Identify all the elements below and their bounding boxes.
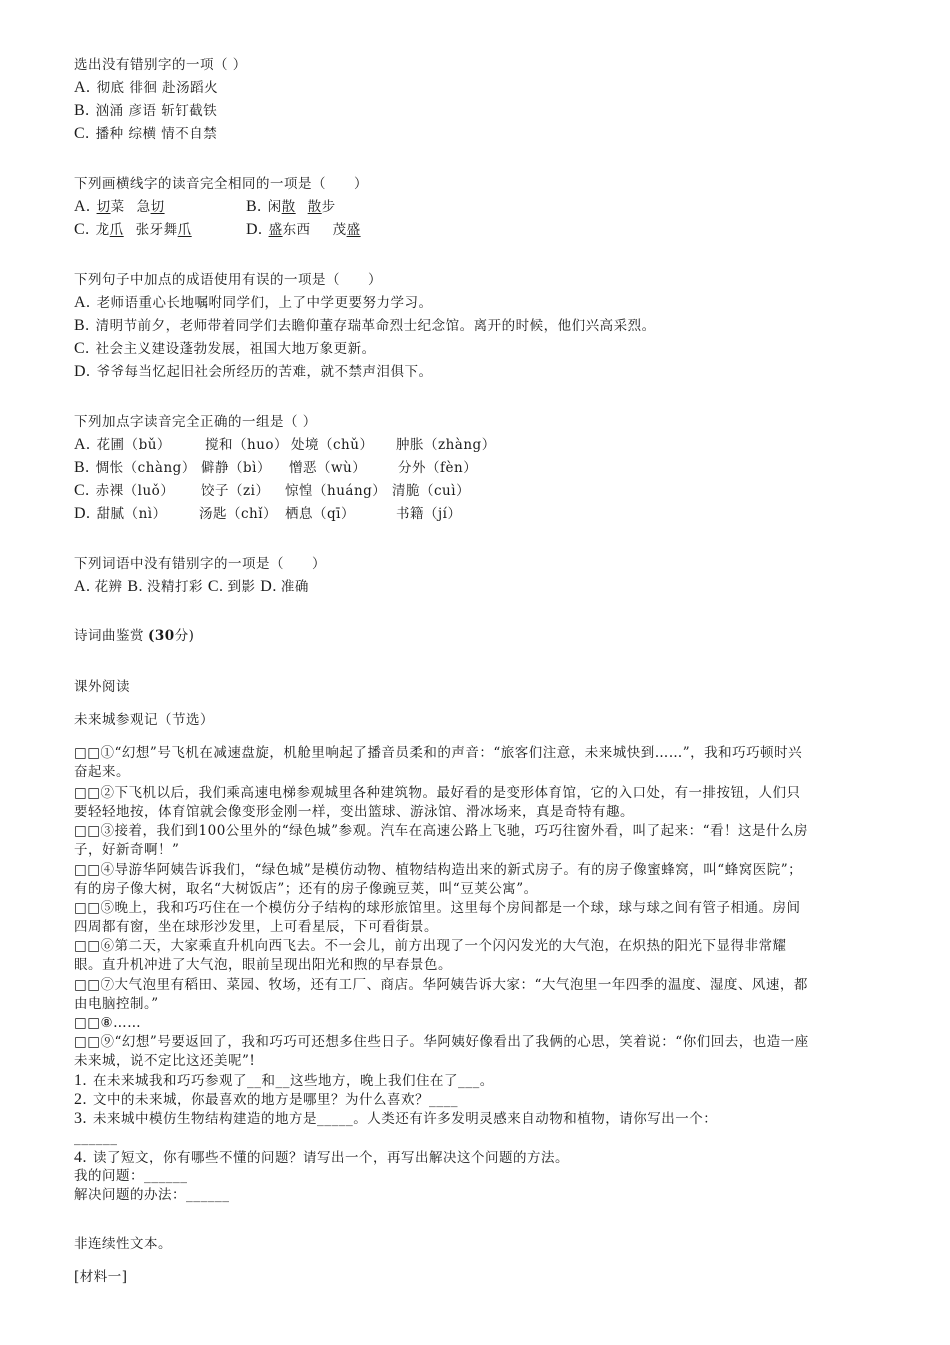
section-reading-title: 课外阅读 <box>74 679 130 695</box>
q4-a-item1: A. 花圃（bǔ） <box>74 436 171 453</box>
q4-a-item4: 肿胀（zhàng） <box>396 437 496 453</box>
q2-option-b: B. 闲散 散步 <box>246 198 336 215</box>
q1-option-c: C. 播种 综横 情不自禁 <box>74 125 218 142</box>
q4-d-item1: D. 甜腻（nì） <box>74 505 167 522</box>
q4-c-item1: C. 赤裸（luǒ） <box>74 482 175 499</box>
q3-option-d: D. 爷爷每当忆起旧社会所经历的苦难，就不禁声泪俱下。 <box>74 363 433 380</box>
article-paragraph-8: □□⑧…… <box>74 1015 142 1031</box>
q4-b-item1: B. 惆怅（chàng） <box>74 459 196 476</box>
q1-option-b: B. 汹涌 彦语 斩钉截铁 <box>74 102 218 119</box>
q1-stem: 选出没有错别字的一项（ ） <box>74 57 247 73</box>
q4-d-item2: 汤匙（chǐ） <box>199 506 278 522</box>
q2-stem: 下列画横线字的读音完全相同的一项是（ ） <box>74 176 368 192</box>
article-paragraph-9: □□⑨“幻想”号要返回了，我和巧巧可还想多住些日子。华阿姨好像看出了我俩的心思，笑着说：“你们回去，也造一座未来城，说不定比这还美呢”! <box>74 1034 809 1069</box>
article-title: 未来城参观记（节选） <box>74 712 214 728</box>
q4-a-item3: 处境（chǔ） <box>291 437 374 453</box>
q4-b-item4: 分外（fèn） <box>398 460 478 476</box>
q2-option-d: D. 盛东西 茂盛 <box>246 221 361 238</box>
article-paragraph-6: □□⑥第二天，大家乘直升机向西飞去。不一会儿，前方出现了一个闪闪发光的大气泡，在炽热的阳光下显得非常耀眼。直升机冲进了大气泡，眼前呈现出阳光和煦的早春景色。 <box>74 938 787 973</box>
q4-d-item4: 书籍（jí） <box>396 506 462 522</box>
question-1: 1. 在未来城我和巧巧参观了__和__这些地方，晚上我们住在了___。 <box>74 1072 494 1089</box>
article-paragraph-1: □□①“幻想”号飞机在减速盘旋，机舱里响起了播音员柔和的声音：“旅客们注意，未来城快到……”，我和巧巧顿时兴奋起来。 <box>74 745 803 780</box>
q4-c-item3: 惊惶（huáng） <box>285 483 387 499</box>
q4-d-item3: 栖息（qī） <box>285 506 355 522</box>
section-nonlinear-title: 非连续性文本。 <box>74 1236 172 1252</box>
article-paragraph-2: □□②下飞机以后，我们乘高速电梯参观城里各种建筑物。最好看的是变形体育馆，它的入口处，有一排按钮，人们只要轻轻地按，体育馆就会像变形金刚一样，变出篮球、游泳馆、滑冰场来，真是奇特有趣。 <box>74 785 801 820</box>
q4-a-item2: 搅和（huo） <box>205 437 289 453</box>
my-question-line: 我的问题：______ <box>74 1168 188 1184</box>
question-2: 2. 文中的未来城，你最喜欢的地方是哪里？为什么喜欢？____ <box>74 1091 458 1108</box>
article-paragraph-3: □□③接着，我们到100公里外的“绿色城”参观。汽车在高速公路上飞驰，巧巧往窗外看，叫了起来：“看！这是什么房子，好新奇啊！” <box>74 823 808 858</box>
material-one-label: [材料一] <box>74 1269 128 1285</box>
solution-line: 解决问题的办法：______ <box>74 1187 230 1203</box>
article-paragraph-4: □□④导游华阿姨告诉我们，“绿色城”是模仿动物、植物结构造出来的新式房子。有的房子像蜜蜂窝，叫“蜂窝医院”；有的房子像大树，取名“大树饭店”；还有的房子像豌豆荚，叫“豆荚公寓”。 <box>74 862 803 897</box>
q2-option-c: C. 龙爪 张牙舞爪 <box>74 221 192 238</box>
q4-c-item4: 清脆（cuì） <box>392 483 471 499</box>
q3-option-c: C. 社会主义建设蓬勃发展，祖国大地万象更新。 <box>74 340 376 357</box>
q4-stem: 下列加点字读音完全正确的一组是（ ） <box>74 414 317 430</box>
q1-option-a: A. 彻底 徘徊 赴汤蹈火 <box>74 79 219 96</box>
article-paragraph-5: □□⑤晚上，我和巧巧住在一个模仿分子结构的球形旅馆里。这里每个房间都是一个球，球与球之间有管子相通。房间四周都有窗，坐在球形沙发里，上可看星辰，下可看街景。 <box>74 900 801 935</box>
q3-option-b: B. 清明节前夕，老师带着同学们去瞻仰董存瑞革命烈士纪念馆。离开的时候，他们兴高采烈。 <box>74 317 656 334</box>
q3-option-a: A. 老师语重心长地嘱咐同学们，上了中学更要努力学习。 <box>74 294 433 311</box>
question-3: 3. 未来城中模仿生物结构建造的地方是_____。人类还有许多发明灵感来自动物和植物，请你写出一个：______ <box>74 1110 718 1146</box>
q4-c-item2: 饺子（zi） <box>201 483 270 499</box>
q5-options: A. 花辨 B. 没精打彩 C. 到影 D. 准确 <box>74 578 309 595</box>
article-paragraph-7: □□⑦大气泡里有稻田、菜园、牧场，还有工厂、商店。华阿姨告诉大家：“大气泡里一年四季的温度、湿度、风速，都由电脑控制。” <box>74 977 808 1012</box>
q3-stem: 下列句子中加点的成语使用有误的一项是（ ） <box>74 272 382 288</box>
q4-b-item3: 憎恶（wù） <box>289 460 367 476</box>
q5-stem: 下列词语中没有错别字的一项是（ ） <box>74 556 326 572</box>
q2-option-a: A. 切菜 急切 <box>74 198 165 215</box>
q4-b-item2: 僻静（bì） <box>201 460 271 476</box>
question-4: 4. 读了短文，你有哪些不懂的问题？请写出一个，再写出解决这个问题的方法。 <box>74 1149 569 1166</box>
section-poetry-title: 诗词曲鉴赏 (30分) <box>74 628 195 644</box>
